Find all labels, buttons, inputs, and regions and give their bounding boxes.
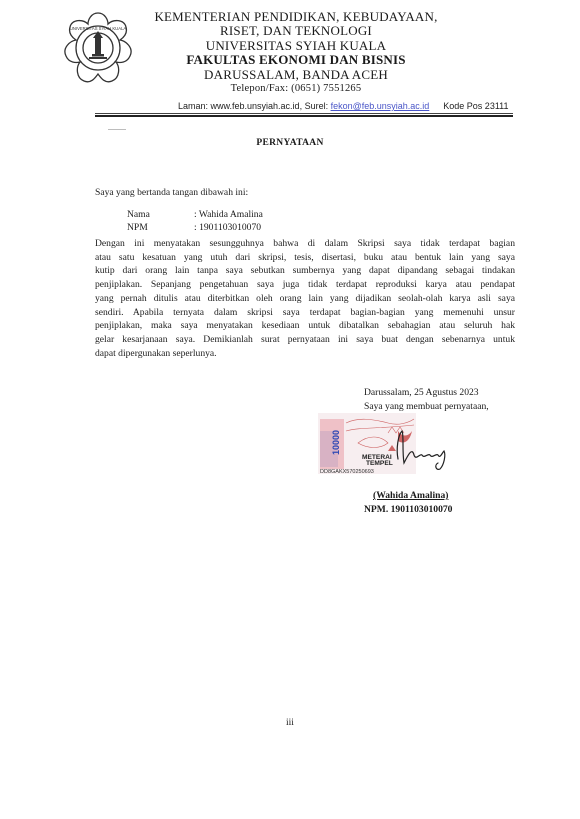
page-number: iii: [286, 718, 294, 728]
contact-line: [178, 101, 509, 111]
stamp-amount: 10000: [331, 429, 341, 455]
postal-code: Kode Pos 23111: [443, 101, 509, 111]
stamp-label-meterai: METERAI: [362, 454, 392, 461]
ministry-line-1: KEMENTERIAN PENDIDIKAN, KEBUDAYAAN,: [154, 9, 438, 24]
signer-role: Saya yang membuat pernyataan,: [364, 401, 489, 412]
faculty-name: FAKULTAS EKONOMI DAN BISNIS: [186, 52, 406, 68]
identity-value: : Wahida Amalina: [194, 209, 263, 220]
identity-value: : 1901103010070: [194, 222, 262, 233]
identity-label: Nama: [127, 209, 150, 220]
handwritten-signature-icon: [392, 425, 452, 473]
paragraph-line: penjiplakan. Sepanjang pengetahuan saya juga tidak terdapat reproduksi karya atau pendapat: [95, 279, 515, 291]
signer-name: (Wahida Amalina): [373, 490, 449, 501]
stamp-serial: DD8GAKX570250693: [320, 469, 374, 475]
website-label: Laman: www.feb.unsyiah.ac.id, Surel:: [178, 101, 331, 111]
letterhead: [150, 10, 442, 96]
paragraph-line: atau satu kesatuan yang utuh dari skripsi, tesis, disertasi, buku atau bentuk lain yang saya: [95, 251, 515, 263]
scan-mark: [108, 129, 126, 130]
paragraph-line: sendiri. Apabila ternyata dalam skripsi saya terdapat bagian-bagian yang memenuhi unsur: [95, 306, 515, 318]
paragraph-line: penjiplakan, maka saya menyatakan kesediaan untuk dibatalkan sebahagian atau seluruh hak: [95, 320, 515, 332]
university-name: UNIVERSITAS SYIAH KUALA: [205, 37, 387, 53]
paragraph-line: kutip dari orang lain tanpa saya sebutkan sumbernya yang dapat dipandang sebagai tindakan: [95, 265, 515, 277]
university-seal-icon: [58, 10, 138, 90]
seal-text: UNIVERSITAS SYIAH KUALA: [69, 26, 127, 31]
document-title: PERNYATAAN: [256, 138, 324, 148]
identity-label: NPM: [127, 222, 148, 233]
paragraph-line: gelar kesarjanaan saya. Demikianlah surat pernyataan ini saya buat dengan sebenarnya untuk: [95, 333, 515, 345]
header-rule-thick: [95, 115, 513, 117]
paragraph-line: yang pernah ditulis atau diterbitkan oleh orang lain yang dijadikan seolah-olah karya asli saya: [95, 292, 515, 304]
place-date: Darussalam, 25 Agustus 2023: [364, 387, 479, 398]
intro-text: Saya yang bertanda tangan dibawah ini:: [95, 187, 249, 198]
header-rule-thin: [95, 113, 513, 114]
signer-npm: NPM. 1901103010070: [364, 504, 453, 515]
paragraph-line: dapat dipergunakan seperlunya.: [95, 347, 217, 359]
paragraph-line: Dengan ini menyatakan sesungguhnya bahwa di dalam Skripsi saya tidak terdapat bagian: [95, 238, 515, 249]
ministry-line-2: RISET, DAN TEKNOLOGI: [220, 23, 372, 39]
stamp-label-tempel: TEMPEL: [366, 460, 393, 467]
statement-paragraph: [95, 237, 515, 360]
address-line: DARUSSALAM, BANDA ACEH: [204, 66, 388, 82]
email-link[interactable]: fekon@feb.unsyiah.ac.id: [330, 101, 430, 111]
phone-line: Telepon/Fax: (0651) 7551265: [230, 83, 362, 95]
